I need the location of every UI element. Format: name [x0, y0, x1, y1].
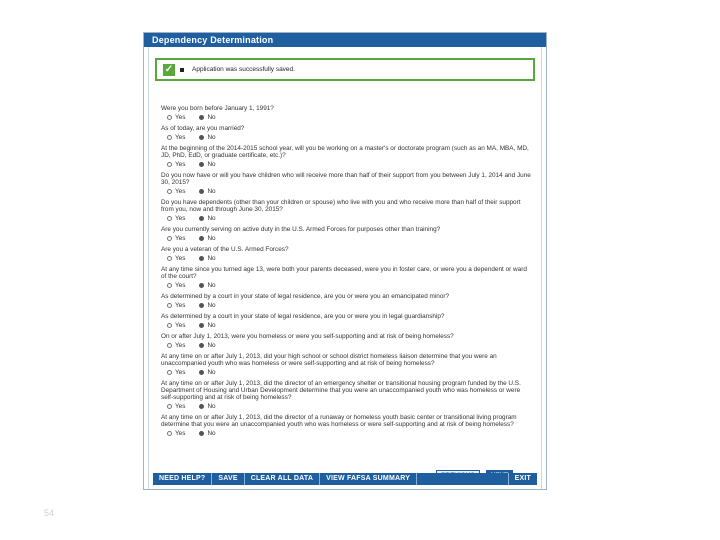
- save-confirmation: [155, 58, 535, 81]
- answer-options: [167, 187, 533, 195]
- status-message: Application was successfully saved.: [192, 66, 295, 73]
- yes-radio[interactable]: [167, 303, 172, 308]
- answer-options: [167, 133, 533, 141]
- question-text: Were you born before January 1, 1991?: [161, 105, 274, 112]
- answer-options: [167, 160, 533, 168]
- yes-option[interactable]: [167, 403, 185, 410]
- yes-label: Yes: [175, 429, 186, 437]
- yes-radio[interactable]: [167, 236, 172, 241]
- no-label: No: [207, 113, 216, 121]
- question-item: [161, 313, 533, 329]
- no-option[interactable]: [199, 282, 215, 289]
- question-text: Do you have dependents (other than your children or spouse) who live with you and who receive more than half of their support from you, now and through June 30, 2015?: [161, 199, 521, 213]
- no-radio[interactable]: [199, 303, 204, 308]
- slide-number: 54: [44, 508, 55, 518]
- question-item: [161, 226, 533, 242]
- answer-options: [167, 214, 533, 222]
- yes-option[interactable]: [167, 161, 185, 168]
- yes-radio[interactable]: [167, 135, 172, 140]
- no-option[interactable]: [199, 134, 215, 141]
- question-text: At the beginning of the 2014-2015 school year, will you be working on a master's or doctorate program (such as an MA, MBA, MD, JD, PhD, EdD, or graduate certificate, etc.)?: [161, 145, 529, 159]
- yes-option[interactable]: [167, 302, 185, 309]
- no-option[interactable]: [199, 188, 215, 195]
- no-radio[interactable]: [199, 135, 204, 140]
- exit-button[interactable]: EXIT: [508, 473, 537, 485]
- no-radio[interactable]: [199, 323, 204, 328]
- yes-option[interactable]: [167, 215, 185, 222]
- no-radio[interactable]: [199, 370, 204, 375]
- no-option[interactable]: [199, 430, 215, 437]
- no-label: No: [207, 402, 216, 410]
- yes-label: Yes: [175, 254, 186, 262]
- view-summary-button[interactable]: VIEW FAFSA SUMMARY: [320, 473, 417, 485]
- yes-radio[interactable]: [167, 256, 172, 261]
- question-item: [161, 172, 533, 195]
- yes-label: Yes: [175, 281, 186, 289]
- yes-label: Yes: [175, 321, 186, 329]
- answer-options: [167, 281, 533, 289]
- no-radio[interactable]: [199, 162, 204, 167]
- answer-options: [167, 341, 533, 349]
- need-help-button[interactable]: NEED HELP?: [153, 473, 212, 485]
- no-option[interactable]: [199, 302, 215, 309]
- yes-label: Yes: [175, 113, 186, 121]
- question-text: At any time since you turned age 13, were both your parents deceased, were you in foster care, or were you a dependent or ward of the court?: [161, 266, 527, 280]
- clear-all-data-button[interactable]: CLEAR ALL DATA: [245, 473, 320, 485]
- question-text: On or after July 1, 2013, were you homeless or were you self-supporting and at risk of being homeless?: [161, 333, 454, 340]
- no-label: No: [207, 187, 216, 195]
- no-label: No: [207, 321, 216, 329]
- question-text: At any time on or after July 1, 2013, did your high school or school district homeless liaison determine that you were an unaccompanied youth who was homeless or were self-supporting and at risk of being homeless?: [161, 353, 497, 367]
- no-option[interactable]: [199, 322, 215, 329]
- question-item: [161, 145, 533, 168]
- window-title: Dependency Determination: [144, 33, 546, 47]
- no-radio[interactable]: [199, 236, 204, 241]
- no-label: No: [207, 133, 216, 141]
- no-label: No: [207, 368, 216, 376]
- answer-options: [167, 113, 533, 121]
- question-text: Do you now have or will you have children who will receive more than half of their support from you between July 1, 2014 and June 30, 2015?: [161, 172, 531, 186]
- no-label: No: [207, 429, 216, 437]
- question-item: [161, 125, 533, 141]
- save-button[interactable]: SAVE: [212, 473, 244, 485]
- yes-label: Yes: [175, 187, 186, 195]
- answer-options: [167, 234, 533, 242]
- yes-label: Yes: [175, 160, 186, 168]
- question-item: [161, 333, 533, 349]
- yes-radio[interactable]: [167, 343, 172, 348]
- no-option[interactable]: [199, 342, 215, 349]
- no-radio[interactable]: [199, 115, 204, 120]
- no-radio[interactable]: [199, 343, 204, 348]
- question-item: [161, 199, 533, 222]
- no-option[interactable]: [199, 235, 215, 242]
- question-text: As of today, are you married?: [161, 125, 245, 132]
- question-text: At any time on or after July 1, 2013, did the director of an emergency shelter or transitional housing program funded by the U.S. Department of Housing and Urban Development determine that you were an unaccompanied youth who was homeless or were self-supporting and at risk of being homeless?: [161, 380, 521, 401]
- no-option[interactable]: [199, 369, 215, 376]
- no-option[interactable]: [199, 403, 215, 410]
- no-option[interactable]: [199, 215, 215, 222]
- yes-radio[interactable]: [167, 431, 172, 436]
- no-radio[interactable]: [199, 256, 204, 261]
- question-text: Are you currently serving on active duty in the U.S. Armed Forces for purposes other than training?: [161, 226, 441, 233]
- fafsa-window: [143, 32, 547, 490]
- bullet-icon: [180, 68, 184, 72]
- question-list: [161, 105, 533, 441]
- yes-option[interactable]: [167, 342, 185, 349]
- no-option[interactable]: [199, 114, 215, 121]
- no-label: No: [207, 341, 216, 349]
- question-item: [161, 105, 533, 121]
- yes-option[interactable]: [167, 255, 185, 262]
- answer-options: [167, 301, 533, 309]
- no-radio[interactable]: [199, 404, 204, 409]
- answer-options: [167, 429, 533, 437]
- bottom-toolbar: [153, 473, 537, 485]
- no-label: No: [207, 281, 216, 289]
- question-text: As determined by a court in your state of legal residence, are you or were you in legal guardianship?: [161, 313, 445, 320]
- no-label: No: [207, 214, 216, 222]
- yes-radio[interactable]: [167, 370, 172, 375]
- yes-option[interactable]: [167, 188, 185, 195]
- question-text: As determined by a court in your state of legal residence, are you or were you an emancipated minor?: [161, 293, 450, 300]
- yes-option[interactable]: [167, 114, 185, 121]
- yes-label: Yes: [175, 368, 186, 376]
- answer-options: [167, 254, 533, 262]
- yes-radio[interactable]: [167, 115, 172, 120]
- answer-options: [167, 321, 533, 329]
- content-panel: [148, 47, 542, 489]
- no-label: No: [207, 254, 216, 262]
- no-label: No: [207, 160, 216, 168]
- yes-label: Yes: [175, 341, 186, 349]
- no-label: No: [207, 234, 216, 242]
- answer-options: [167, 368, 533, 376]
- no-option[interactable]: [199, 255, 215, 262]
- yes-option[interactable]: [167, 430, 185, 437]
- yes-label: Yes: [175, 301, 186, 309]
- no-radio[interactable]: [199, 283, 204, 288]
- question-item: [161, 353, 533, 376]
- question-item: [161, 380, 533, 410]
- no-radio[interactable]: [199, 431, 204, 436]
- no-radio[interactable]: [199, 216, 204, 221]
- question-text: At any time on or after July 1, 2013, did the director of a runaway or homeless youth basic center or transitional living program determine that you were an unaccompanied youth who was homeless or were self-supporting and at risk of being homeless?: [161, 414, 517, 428]
- yes-radio[interactable]: [167, 162, 172, 167]
- yes-label: Yes: [175, 214, 186, 222]
- yes-radio[interactable]: [167, 216, 172, 221]
- question-item: [161, 266, 533, 289]
- yes-option[interactable]: [167, 282, 185, 289]
- yes-label: Yes: [175, 234, 186, 242]
- no-label: No: [207, 301, 216, 309]
- yes-radio[interactable]: [167, 323, 172, 328]
- yes-option[interactable]: [167, 322, 185, 329]
- no-option[interactable]: [199, 161, 215, 168]
- yes-radio[interactable]: [167, 404, 172, 409]
- question-item: [161, 293, 533, 309]
- check-icon: ✓: [164, 63, 174, 75]
- yes-option[interactable]: [167, 235, 185, 242]
- question-item: [161, 246, 533, 262]
- yes-label: Yes: [175, 133, 186, 141]
- yes-label: Yes: [175, 402, 186, 410]
- question-item: [161, 414, 533, 437]
- yes-radio[interactable]: [167, 189, 172, 194]
- yes-option[interactable]: [167, 134, 185, 141]
- yes-radio[interactable]: [167, 283, 172, 288]
- question-text: Are you a veteran of the U.S. Armed Forces?: [161, 246, 289, 253]
- no-radio[interactable]: [199, 189, 204, 194]
- answer-options: [167, 402, 533, 410]
- yes-option[interactable]: [167, 369, 185, 376]
